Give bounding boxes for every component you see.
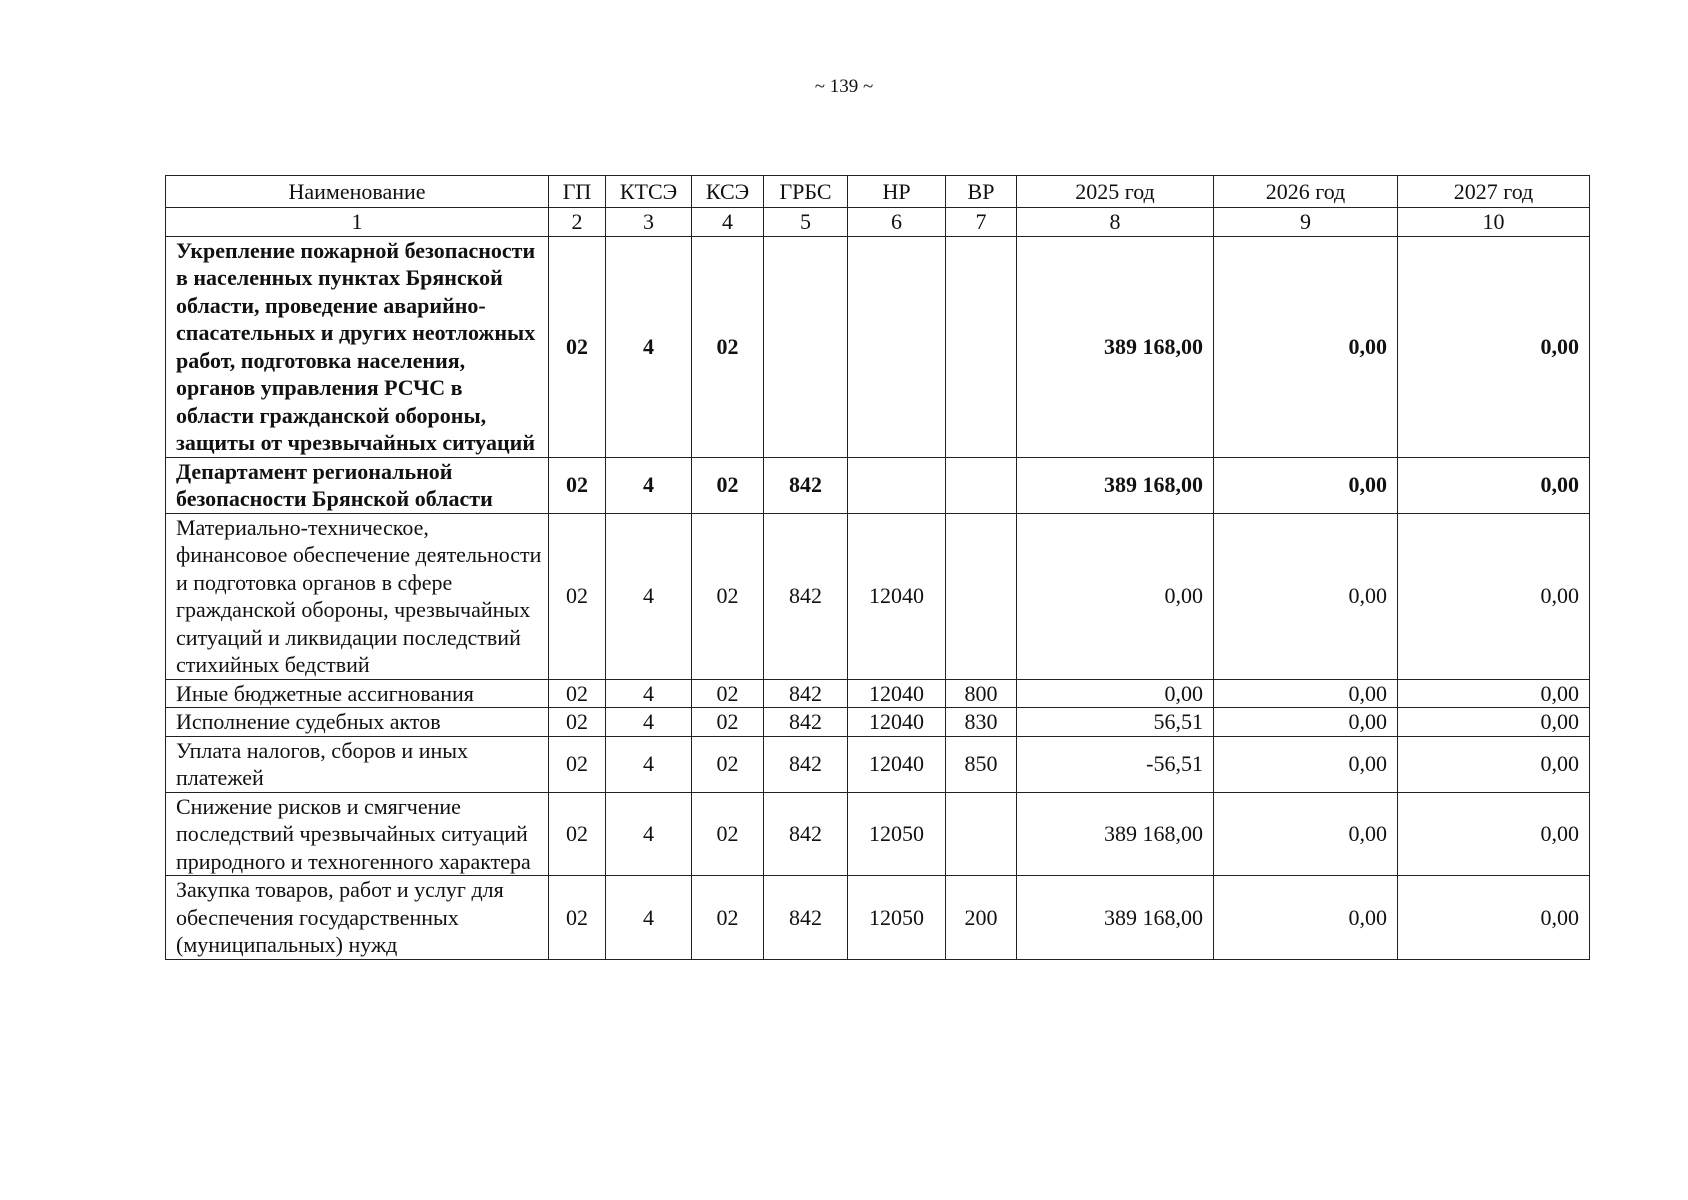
row-ktse: 4 xyxy=(606,708,692,737)
row-amount-2025: 389 168,00 xyxy=(1017,792,1214,876)
row-gp: 02 xyxy=(549,876,606,960)
row-ktse: 4 xyxy=(606,513,692,679)
column-number: 4 xyxy=(692,208,764,237)
row-grbs: 842 xyxy=(764,736,848,792)
row-kse: 02 xyxy=(692,792,764,876)
row-amount-2027: 0,00 xyxy=(1398,708,1590,737)
row-amount-2026: 0,00 xyxy=(1214,457,1398,513)
row-amount-2026: 0,00 xyxy=(1214,792,1398,876)
row-vr: 800 xyxy=(946,679,1017,708)
row-kse: 02 xyxy=(692,513,764,679)
row-amount-2026: 0,00 xyxy=(1214,236,1398,457)
row-grbs: 842 xyxy=(764,679,848,708)
column-number: 2 xyxy=(549,208,606,237)
header-grbs: ГРБС xyxy=(764,176,848,208)
row-kse: 02 xyxy=(692,457,764,513)
row-gp: 02 xyxy=(549,236,606,457)
column-number-row xyxy=(166,208,1590,237)
row-amount-2026: 0,00 xyxy=(1214,679,1398,708)
header-vr: ВР xyxy=(946,176,1017,208)
row-gp: 02 xyxy=(549,792,606,876)
page-number: ~ 139 ~ xyxy=(814,76,874,97)
table-row xyxy=(166,457,1590,513)
column-number: 8 xyxy=(1017,208,1214,237)
column-number: 6 xyxy=(848,208,946,237)
header-nr: НР xyxy=(848,176,946,208)
row-amount-2027: 0,00 xyxy=(1398,792,1590,876)
row-amount-2027: 0,00 xyxy=(1398,876,1590,960)
row-gp: 02 xyxy=(549,679,606,708)
column-number: 3 xyxy=(606,208,692,237)
table-header-row xyxy=(166,176,1590,208)
row-ktse: 4 xyxy=(606,457,692,513)
row-amount-2027: 0,00 xyxy=(1398,736,1590,792)
row-name: Укрепление пожарной безопасности в населенных пунктах Брянской области, проведение аварийно-спасательных и других неотложных работ, подготовка населения, органов управления РСЧС в области гражданской обороны, защиты от чрезвычайных ситуаций xyxy=(166,236,549,457)
row-vr xyxy=(946,513,1017,679)
header-kse: КСЭ xyxy=(692,176,764,208)
row-amount-2026: 0,00 xyxy=(1214,736,1398,792)
row-kse: 02 xyxy=(692,679,764,708)
table-row xyxy=(166,736,1590,792)
row-amount-2025: 0,00 xyxy=(1017,513,1214,679)
budget-table xyxy=(165,175,1590,960)
row-gp: 02 xyxy=(549,513,606,679)
row-nr: 12040 xyxy=(848,679,946,708)
row-ktse: 4 xyxy=(606,792,692,876)
row-grbs: 842 xyxy=(764,792,848,876)
row-gp: 02 xyxy=(549,708,606,737)
row-amount-2025: 56,51 xyxy=(1017,708,1214,737)
row-amount-2027: 0,00 xyxy=(1398,236,1590,457)
row-name: Уплата налогов, сборов и иных платежей xyxy=(166,736,549,792)
column-number: 5 xyxy=(764,208,848,237)
row-amount-2026: 0,00 xyxy=(1214,513,1398,679)
table-row xyxy=(166,513,1590,679)
row-amount-2027: 0,00 xyxy=(1398,457,1590,513)
header-name: Наименование xyxy=(166,176,549,208)
row-kse: 02 xyxy=(692,736,764,792)
row-nr xyxy=(848,457,946,513)
row-amount-2026: 0,00 xyxy=(1214,876,1398,960)
row-vr: 830 xyxy=(946,708,1017,737)
row-grbs: 842 xyxy=(764,876,848,960)
row-nr: 12040 xyxy=(848,513,946,679)
row-name: Снижение рисков и смягчение последствий чрезвычайных ситуаций природного и техногенного характера xyxy=(166,792,549,876)
row-name: Иные бюджетные ассигнования xyxy=(166,679,549,708)
row-amount-2026: 0,00 xyxy=(1214,708,1398,737)
table-row xyxy=(166,236,1590,457)
row-nr: 12040 xyxy=(848,708,946,737)
header-2025: 2025 год xyxy=(1017,176,1214,208)
row-ktse: 4 xyxy=(606,736,692,792)
row-ktse: 4 xyxy=(606,679,692,708)
row-amount-2027: 0,00 xyxy=(1398,679,1590,708)
row-nr: 12040 xyxy=(848,736,946,792)
row-kse: 02 xyxy=(692,876,764,960)
row-name: Закупка товаров, работ и услуг для обеспечения государственных (муниципальных) нужд xyxy=(166,876,549,960)
row-ktse: 4 xyxy=(606,876,692,960)
row-nr xyxy=(848,236,946,457)
row-vr xyxy=(946,457,1017,513)
table-row xyxy=(166,679,1590,708)
row-vr xyxy=(946,792,1017,876)
row-amount-2025: 389 168,00 xyxy=(1017,876,1214,960)
row-grbs: 842 xyxy=(764,708,848,737)
row-name: Материально-техническое, финансовое обеспечение деятельности и подготовка органов в сфере гражданской обороны, чрезвычайных ситуаций и ликвидации последствий стихийных бедствий xyxy=(166,513,549,679)
row-ktse: 4 xyxy=(606,236,692,457)
header-2027: 2027 год xyxy=(1398,176,1590,208)
header-2026: 2026 год xyxy=(1214,176,1398,208)
row-grbs xyxy=(764,236,848,457)
row-nr: 12050 xyxy=(848,792,946,876)
row-vr: 200 xyxy=(946,876,1017,960)
row-amount-2025: 389 168,00 xyxy=(1017,236,1214,457)
header-gp: ГП xyxy=(549,176,606,208)
row-amount-2025: 389 168,00 xyxy=(1017,457,1214,513)
table-row xyxy=(166,876,1590,960)
row-vr: 850 xyxy=(946,736,1017,792)
row-grbs: 842 xyxy=(764,513,848,679)
row-gp: 02 xyxy=(549,457,606,513)
column-number: 1 xyxy=(166,208,549,237)
row-kse: 02 xyxy=(692,236,764,457)
row-amount-2027: 0,00 xyxy=(1398,513,1590,679)
table-row xyxy=(166,792,1590,876)
row-kse: 02 xyxy=(692,708,764,737)
row-amount-2025: -56,51 xyxy=(1017,736,1214,792)
column-number: 10 xyxy=(1398,208,1590,237)
row-gp: 02 xyxy=(549,736,606,792)
row-grbs: 842 xyxy=(764,457,848,513)
table-row xyxy=(166,708,1590,737)
column-number: 7 xyxy=(946,208,1017,237)
row-name: Исполнение судебных актов xyxy=(166,708,549,737)
row-name: Департамент региональной безопасности Брянской области xyxy=(166,457,549,513)
row-amount-2025: 0,00 xyxy=(1017,679,1214,708)
header-ktse: КТСЭ xyxy=(606,176,692,208)
column-number: 9 xyxy=(1214,208,1398,237)
row-vr xyxy=(946,236,1017,457)
row-nr: 12050 xyxy=(848,876,946,960)
